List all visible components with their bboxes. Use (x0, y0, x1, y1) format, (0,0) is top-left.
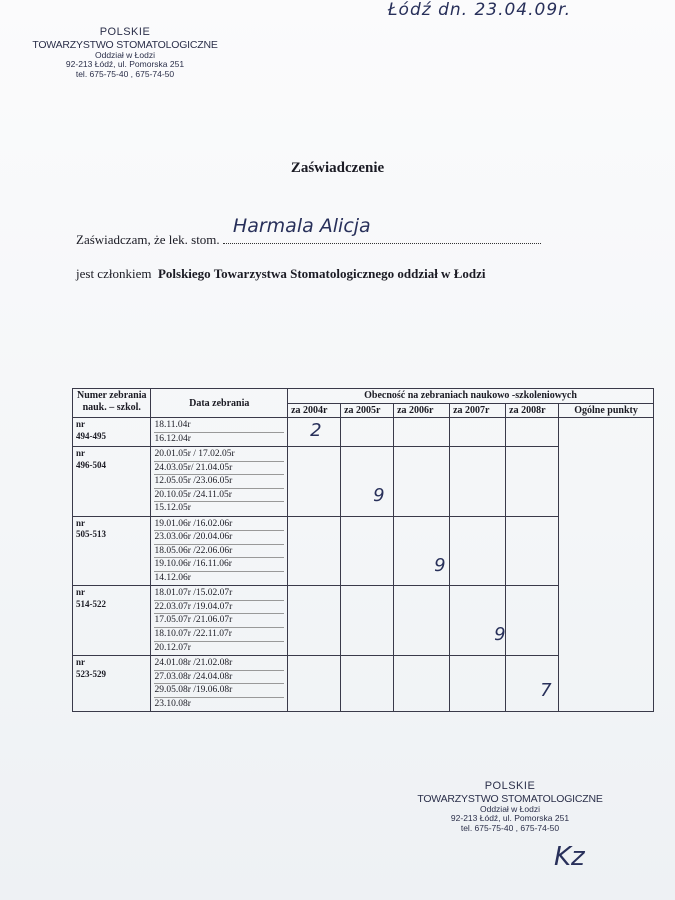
col-number-header: Numer zebrania nauk. – szkol. (73, 389, 151, 418)
stamp-line: POLSKIE (99, 26, 151, 38)
person-name: Harmala Alicja (232, 215, 371, 237)
col-date-header: Data zebrania (151, 389, 288, 418)
meeting-dates: 19.01.06r /16.02.06r 23.03.06r /20.04.06r 18.05.06r /22.06.06r 19.10.06r /16.11.06r 14.12.06r (151, 516, 288, 586)
attendance-table (72, 388, 654, 712)
empty-cell (506, 586, 559, 656)
year-header: za 2007r (450, 404, 506, 418)
meeting-number: nr 523-529 (73, 656, 151, 712)
signature: Kz (554, 842, 585, 872)
empty-cell (394, 447, 450, 517)
points-cell: 9 (450, 586, 506, 656)
year-header: za 2008r (506, 404, 559, 418)
empty-cell (341, 516, 394, 586)
empty-cell (450, 656, 506, 712)
points-cell: 9 (394, 516, 450, 586)
empty-cell (450, 447, 506, 517)
empty-cell (288, 447, 341, 517)
name-field (223, 215, 541, 244)
table-row (73, 418, 654, 447)
empty-cell (288, 656, 341, 712)
membership-line (76, 266, 485, 282)
stamp-line: TOWARZYSTWO STOMATOLOGICZNE (417, 792, 603, 805)
stamp-line: tel. 675-75-40 , 675-74-50 (75, 69, 175, 80)
empty-cell (394, 656, 450, 712)
meeting-dates: 18.01.07r /15.02.07r 22.03.07r /19.04.07r 17.05.07r /21.06.07r 18.10.07r /22.11.07r 20.12.07r (151, 586, 288, 656)
empty-cell (341, 586, 394, 656)
org-stamp-top (30, 26, 220, 80)
empty-cell (450, 418, 506, 447)
empty-cell (394, 418, 450, 447)
empty-cell (341, 656, 394, 712)
org-name: Polskiego Towarzystwa Stomatologicznego oddział w Łodzi (157, 266, 486, 281)
meeting-number: nr 494-495 (73, 418, 151, 447)
empty-cell (506, 418, 559, 447)
empty-cell (394, 586, 450, 656)
handwritten-date: Łódź dn. 23.04.09r. (388, 0, 571, 20)
document-title: Zaświadczenie (290, 160, 385, 176)
points-cell: 7 (506, 656, 559, 712)
points-cell: 9 (341, 447, 394, 517)
points-cell: 2 (288, 418, 341, 447)
meeting-number: nr 514-522 (73, 586, 151, 656)
meeting-dates: 24.01.08r /21.02.08r 27.03.08r /24.04.08r 29.05.08r /19.06.08r 23.10.08r (151, 656, 288, 712)
meeting-dates: 20.01.05r / 17.02.05r 24.03.05r/ 21.04.05r 12.05.05r /23.06.05r 20.10.05r /24.11.05r 15.12.05r (151, 447, 288, 517)
empty-cell (288, 586, 341, 656)
member-text: jest członkiem (76, 266, 152, 281)
certify-text: Zaświadczam, że lek. stom. (76, 232, 220, 247)
stamp-line: 92-213 Łódź, ul. Pomorska 251 (65, 59, 185, 70)
stamp-line: Oddział w Łodzi (94, 49, 155, 60)
empty-cell (288, 516, 341, 586)
stamp-line: POLSKIE (484, 780, 536, 792)
certify-line (76, 215, 586, 248)
empty-cell (341, 418, 394, 447)
stamp-line: TOWARZYSTWO STOMATOLOGICZNE (32, 38, 218, 51)
year-header: za 2006r (394, 404, 450, 418)
meeting-number: nr 505-513 (73, 516, 151, 586)
meeting-number: nr 496-504 (73, 447, 151, 517)
empty-cell (450, 516, 506, 586)
year-header: za 2005r (341, 404, 394, 418)
stamp-line: 92-213 Łódź, ul. Pomorska 251 (450, 813, 570, 824)
points-header: Ogólne punkty (559, 404, 654, 418)
year-header: za 2004r (288, 404, 341, 418)
empty-cell (506, 447, 559, 517)
attendance-group-header: Obecność na zebraniach naukowo -szkoleniowych (288, 389, 654, 404)
total-points-cell (559, 418, 654, 712)
stamp-line: tel. 675-75-40 , 675-74-50 (460, 823, 560, 834)
meeting-dates: 18.11.04r 16.12.04r (151, 418, 288, 447)
stamp-line: Oddział w Łodzi (479, 803, 540, 814)
org-stamp-bottom (415, 780, 605, 834)
empty-cell (506, 516, 559, 586)
